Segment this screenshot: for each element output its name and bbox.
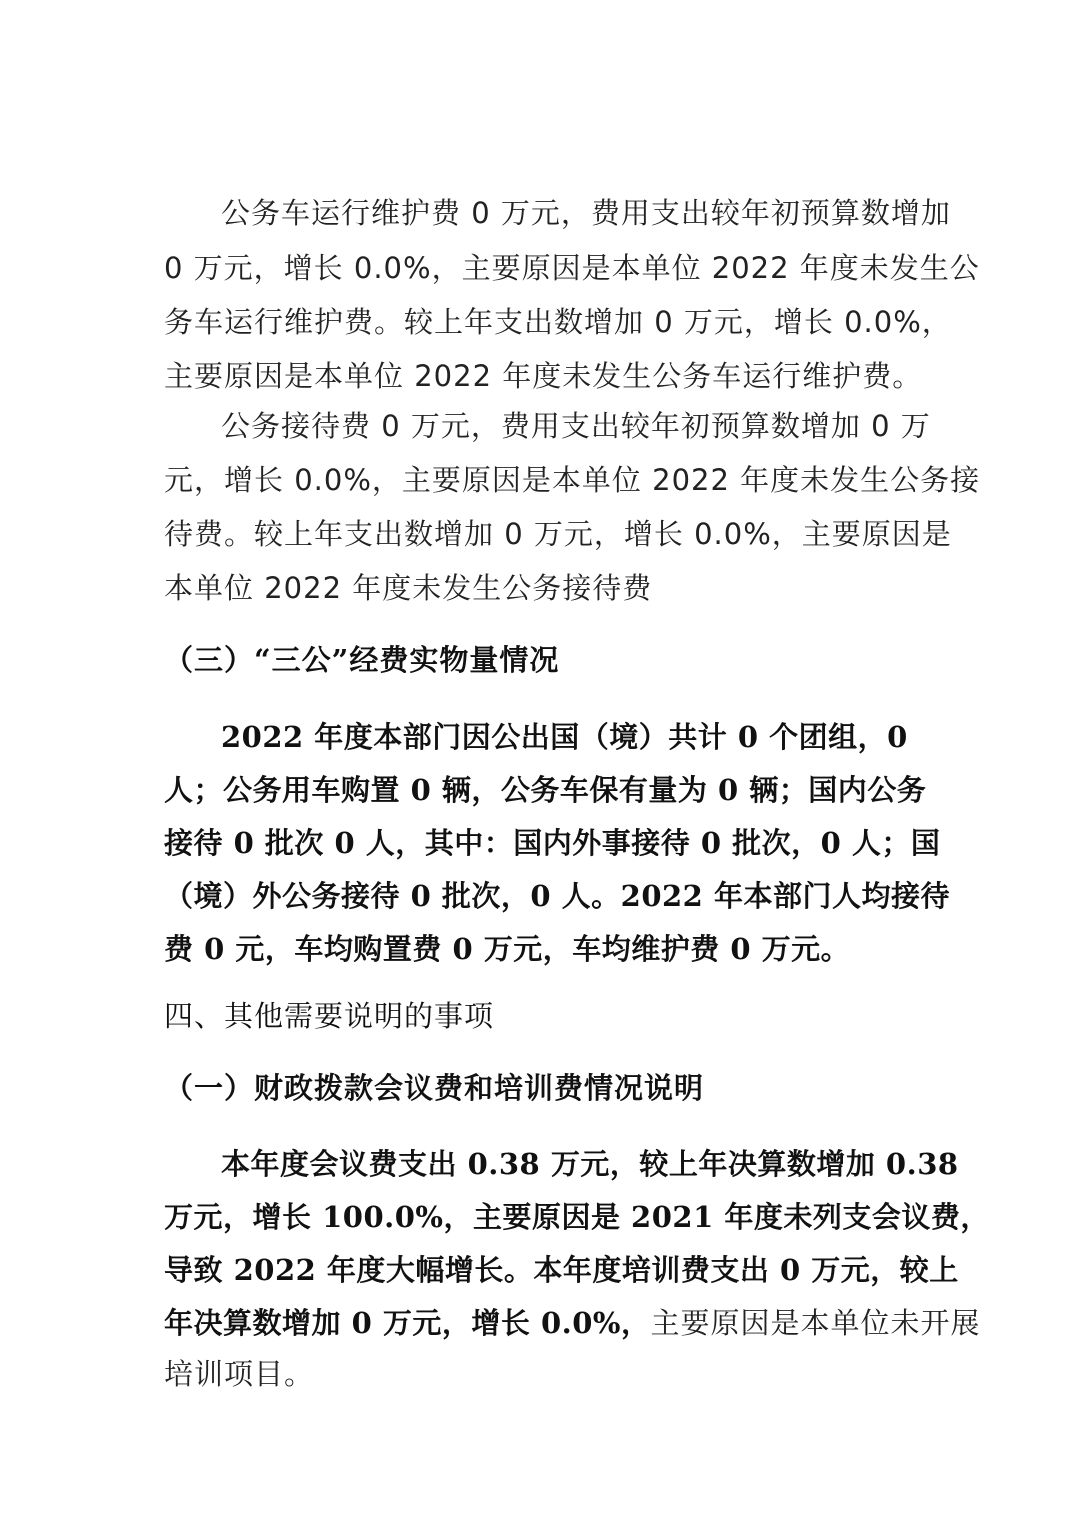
paragraph-4-line-3: 导致 2022 年度大幅增长。本年度培训费支出 0 万元，较上: [164, 1253, 959, 1287]
paragraph-4-line-2: 万元，增长 100.0%，主要原因是 2021 年度未列支会议费，: [164, 1200, 990, 1234]
paragraph-2-line-3: 待费。较上年支出数增加 0 万元，增长 0.0%，主要原因是: [164, 517, 952, 551]
paragraph-2-line-2: 元，增长 0.0%，主要原因是本单位 2022 年度未发生公务接: [164, 463, 981, 497]
paragraph-3-line-3: 接待 0 批次 0 人，其中：国内外事接待 0 批次，0 人；国: [164, 826, 941, 860]
paragraph-2-line-4: 本单位 2022 年度未发生公务接待费: [164, 571, 653, 605]
paragraph-1-line-1: 公务车运行维护费 0 万元，费用支出较年初预算数增加: [221, 196, 951, 230]
section-heading-three: （三）“三公”经费实物量情况: [164, 643, 560, 677]
paragraph-4-line-4-bold: 年决算数增加 0 万元，增长 0.0%，: [164, 1306, 651, 1340]
paragraph-1-line-4: 主要原因是本单位 2022 年度未发生公务车运行维护费。: [164, 359, 923, 393]
paragraph-4-line-4: [164, 1306, 981, 1340]
paragraph-2-line-1: 公务接待费 0 万元，费用支出较年初预算数增加 0 万: [221, 409, 931, 443]
section-heading-four: 四、其他需要说明的事项: [164, 999, 495, 1033]
paragraph-4-line-1: 本年度会议费支出 0.38 万元，较上年决算数增加 0.38: [221, 1147, 959, 1181]
subsection-heading-one: （一）财政拨款会议费和培训费情况说明: [164, 1071, 705, 1105]
paragraph-3-line-4: （境）外公务接待 0 批次，0 人。2022 年本部门人均接待: [164, 879, 950, 913]
paragraph-1-line-3: 务车运行维护费。较上年支出数增加 0 万元，增长 0.0%，: [164, 305, 952, 339]
paragraph-4-line-4-tail: 主要原因是本单位未开展: [650, 1306, 981, 1340]
paragraph-3-line-2: 人；公务用车购置 0 辆，公务车保有量为 0 辆；国内公务: [164, 773, 927, 807]
paragraph-3-line-5: 费 0 元，车均购置费 0 万元，车均维护费 0 万元。: [164, 932, 851, 966]
paragraph-1-line-2: 0 万元，增长 0.0%，主要原因是本单位 2022 年度未发生公: [164, 251, 980, 285]
paragraph-4-line-5: 培训项目。: [164, 1357, 315, 1391]
paragraph-3-line-1: 2022 年度本部门因公出国（境）共计 0 个团组，0: [221, 720, 908, 754]
